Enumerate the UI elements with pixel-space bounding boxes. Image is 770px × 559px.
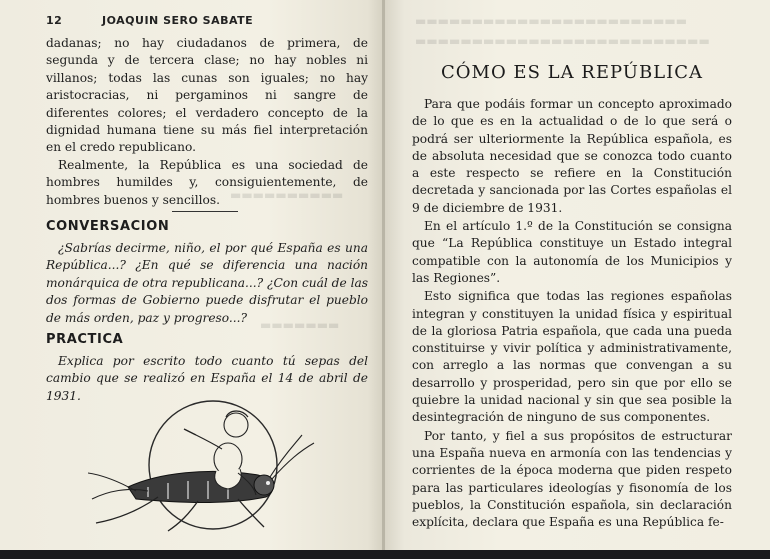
bleed-through-text: ▬▬▬▬▬▬▬ <box>260 318 340 332</box>
paragraph: Realmente, la República es una sociedad de hombres humildes y, consiguientemente, de hombres buenos y sencillos. <box>46 157 368 207</box>
paragraph: En el artículo 1.º de la Constitución se consigna que “La República constituye un Estado integral compatible con la autonomía de los Municipios y las Regiones”. <box>412 219 732 285</box>
left-page <box>0 0 383 550</box>
child-riding-cricket-illustration <box>88 395 328 535</box>
practica-heading: PRACTICA <box>46 332 124 347</box>
left-body-text <box>46 35 368 209</box>
paragraph: dadanas; no hay ciudadanos de primera, de segunda y de tercera clase; no hay nobles ni villanos; todas las cunas son iguales; no hay aristocracias, ni pergaminos ni sangre de diferentes colores; el verdadero concepto de la dignidad humana tiene su más fiel interpretación en el credo republicano. <box>46 36 368 155</box>
page-title: CÓMO ES LA REPÚBLICA <box>440 62 704 83</box>
bleed-through-text: ▬▬▬▬▬▬▬▬▬▬ <box>230 188 344 202</box>
paragraph: Para que podáis formar un concepto aproximado de lo que es en la actualidad o de lo que será o podrá ser ulteriormente la República española, es de absoluta necesidad que se conozca todo cuanto a este respecto se refiere en la Constitución decretada y sancionada por las Cortes españolas el 9 de diciembre de 1931. <box>412 97 732 215</box>
bleed-through-text: ▬▬▬▬▬▬▬▬▬▬▬▬▬▬▬▬▬▬▬▬▬▬▬▬ <box>415 14 688 28</box>
practica-text: Explica por escrito todo cuanto tú sepas del cambio que se realizó en España el 14 de abril de 1931. <box>46 354 368 403</box>
paragraph: Por tanto, y fiel a sus propósitos de estructurar una España nueva en armonía con las tendencias y corrientes de la época moderna que piden respeto para las particulares ideologías y fisonomía de los pueblos, la Constitución española, sin declaración explícita, declara que España es una República fe- <box>412 428 732 530</box>
right-body-text <box>412 96 732 532</box>
bleed-through-text: ▬▬▬▬▬▬▬▬▬▬▬▬▬▬▬▬▬▬▬▬▬▬▬▬▬▬ <box>415 34 710 48</box>
divider-rule <box>172 211 238 212</box>
conversacion-heading: CONVERSACION <box>46 219 170 234</box>
paragraph: Esto significa que todas las regiones españolas integran y constituyen la unidad física y espiritual de la gloriosa Patria española, que cada una pueda constituirse y vivir política y administrativamente, con arreglo a las normas que convengan a su desarrollo y prosperidad, pero sin que por ello se quiebre la unidad nacional y sin que sea posible la desintegración de ninguno de sus componentes. <box>412 289 732 425</box>
page-number: 12 <box>46 14 63 27</box>
running-head-author: JOAQUIN SERO SABATE <box>102 14 254 27</box>
conversacion-text: ¿Sabrías decirme, niño, el por qué España es una República...? ¿En qué se diferencia una nación monárquica de otra republicana...? ¿Con cuál de las dos formas de Gobierno puede disfrutar el pueblo de más orden, paz y progreso...? <box>46 241 368 325</box>
